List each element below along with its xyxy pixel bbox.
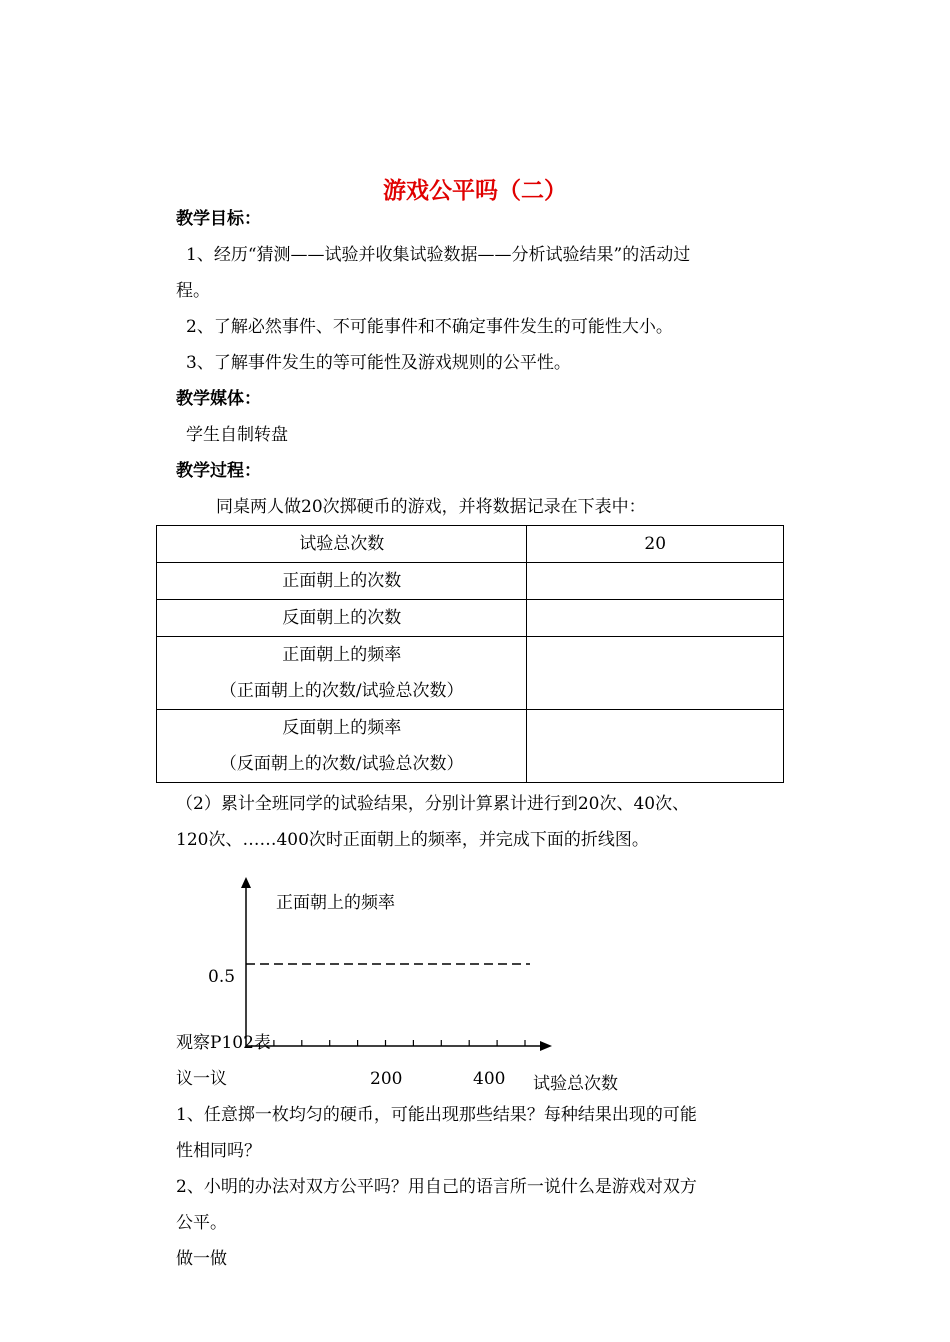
question-2-line1: 2、小明的办法对双方公平吗？用自己的语言所一说什么是游戏对双方 bbox=[176, 1177, 697, 1197]
discuss-heading: 议一议 bbox=[176, 1069, 227, 1089]
observe-note: 观察P102表 bbox=[176, 1033, 271, 1053]
y-tick-label: 0.5 bbox=[208, 967, 236, 987]
x-axis-arrow-icon bbox=[540, 1041, 552, 1051]
table-cell-label: 正面朝上的次数 bbox=[282, 571, 402, 591]
x-tick-label: 200 bbox=[370, 1069, 403, 1089]
question-1-line2: 性相同吗？ bbox=[176, 1141, 261, 1161]
table-row bbox=[157, 600, 784, 637]
question-2-line2: 公平。 bbox=[176, 1213, 227, 1233]
process-intro: 同桌两人做20次掷硬币的游戏，并将数据记录在下表中： bbox=[216, 497, 646, 517]
table-cell-label: 试验总次数 bbox=[299, 534, 385, 554]
x-tick-label: 400 bbox=[473, 1069, 506, 1089]
x-ticks bbox=[274, 1040, 525, 1046]
step2-line1: （2）累计全班同学的试验结果，分别计算累计进行到20次、40次、 bbox=[176, 794, 690, 814]
table-row bbox=[157, 563, 784, 600]
media-heading: 教学媒体： bbox=[176, 389, 261, 409]
practice-heading: 做一做 bbox=[176, 1249, 227, 1269]
table-cell-sublabel: （正面朝上的次数/试验总次数） bbox=[219, 681, 464, 701]
table-cell-label: 正面朝上的频率 bbox=[282, 645, 402, 665]
table-row bbox=[157, 526, 784, 563]
x-axis-label: 试验总次数 bbox=[533, 1074, 618, 1094]
table-cell-sublabel: （反面朝上的次数/试验总次数） bbox=[219, 754, 464, 774]
coin-toss-table bbox=[156, 525, 784, 783]
y-axis-label: 正面朝上的频率 bbox=[276, 893, 395, 913]
media-text: 学生自制转盘 bbox=[186, 425, 288, 445]
objective-3: 3、了解事件发生的等可能性及游戏规则的公平性。 bbox=[186, 353, 571, 373]
objective-1-line1: 1、经历“猜测——试验并收集试验数据——分析试验结果”的活动过 bbox=[186, 245, 691, 265]
table-cell-label: 反面朝上的频率 bbox=[282, 718, 402, 738]
process-heading: 教学过程： bbox=[176, 461, 261, 481]
page-title: 游戏公平吗（二） bbox=[383, 177, 567, 204]
y-axis-arrow-icon bbox=[241, 877, 251, 888]
step2-line2: 120次、……400次时正面朝上的频率，并完成下面的折线图。 bbox=[176, 830, 649, 850]
table-row bbox=[157, 637, 784, 710]
objectives-heading: 教学目标： bbox=[176, 209, 261, 229]
table-cell-label: 反面朝上的次数 bbox=[282, 608, 402, 628]
question-1-line1: 1、任意掷一枚均匀的硬币，可能出现那些结果？每种结果出现的可能 bbox=[176, 1105, 697, 1125]
objective-2: 2、了解必然事件、不可能事件和不确定事件发生的可能性大小。 bbox=[186, 317, 673, 337]
table-cell-value: 20 bbox=[644, 534, 667, 554]
objective-1-line2: 程。 bbox=[176, 281, 210, 301]
table-row bbox=[157, 710, 784, 783]
frequency-line-chart bbox=[160, 870, 580, 1095]
